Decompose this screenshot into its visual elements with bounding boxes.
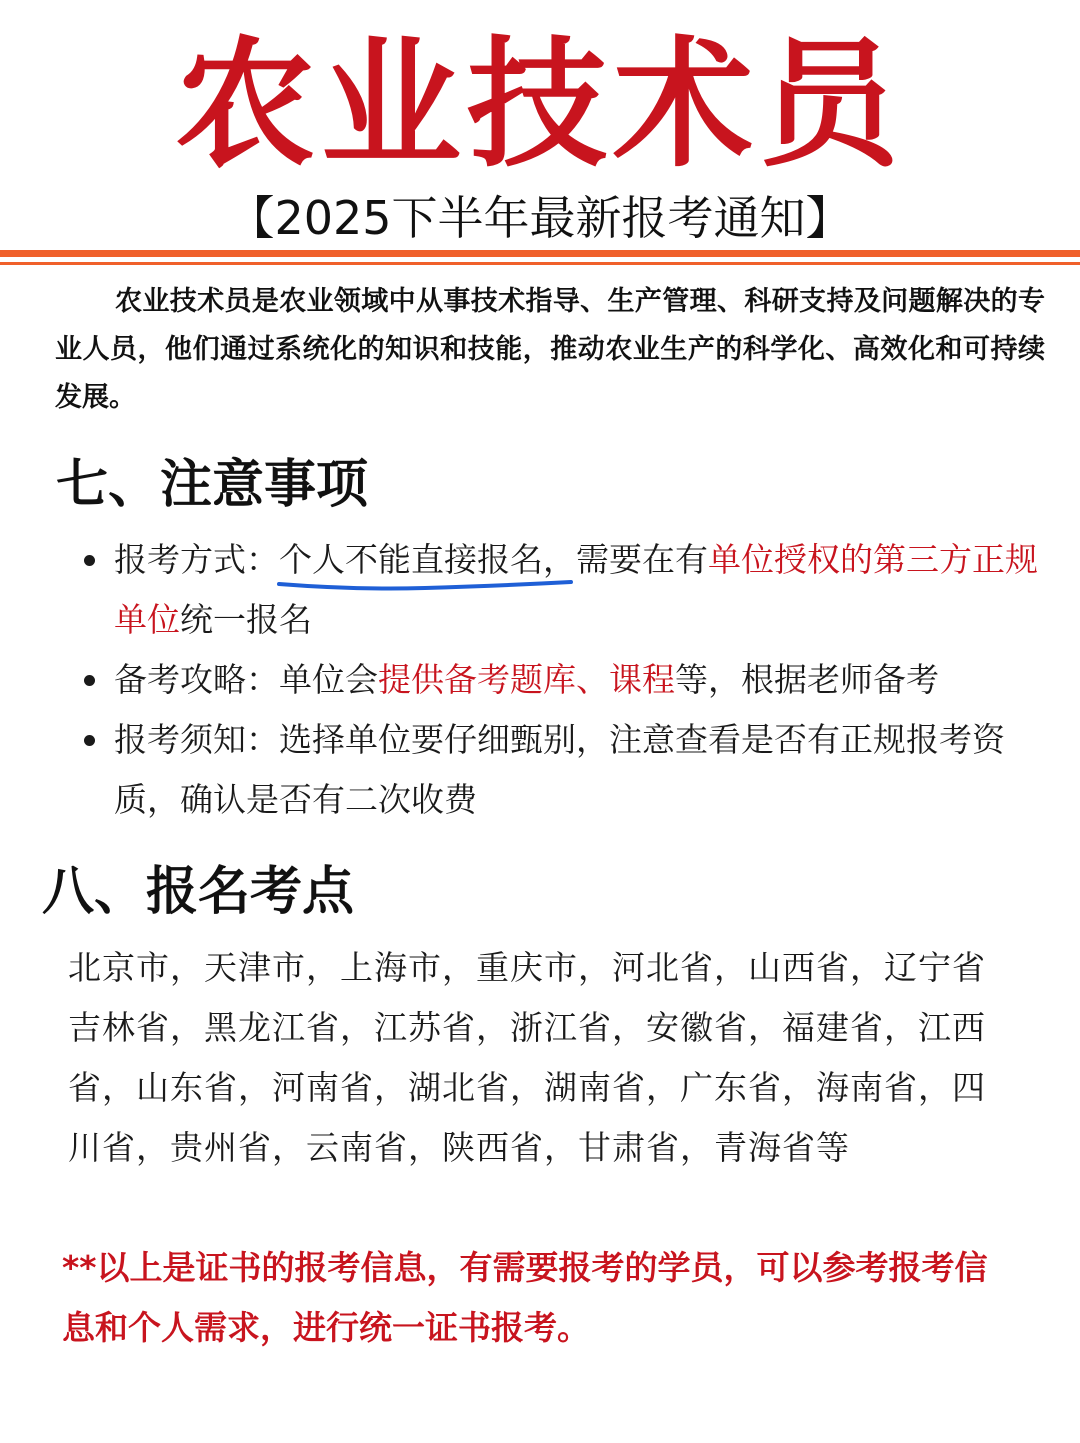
- page-title: 农业技术员: [174, 24, 905, 187]
- footnote-text: **以上是证书的报考信息，有需要报考的学员，可以参考报考信息和个人需求，进行统一证书报考。: [62, 1248, 988, 1347]
- note-label: 备考攻略：: [114, 660, 279, 699]
- note-text: 单位会: [279, 660, 378, 699]
- header-divider-thick: [0, 250, 1080, 257]
- bullet-dot-icon: [84, 555, 95, 566]
- hand-drawn-underline-icon: [275, 578, 575, 592]
- list-item: [80, 650, 1055, 710]
- section-heading-notes: 七、注意事项: [56, 455, 369, 515]
- underlined-text: [279, 530, 543, 590]
- notes-list: [80, 530, 1055, 830]
- list-item: [80, 710, 1055, 830]
- note-text: ，需要在有: [543, 540, 708, 579]
- note-text-end: 统一报名: [180, 600, 312, 639]
- intro-paragraph: 农业技术员是农业领域中从事技术指导、生产管理、科研支持及问题解决的专业人员，他们通过系统化的知识和技能，推动农业生产的科学化、高效化和可持续发展。: [55, 286, 1045, 413]
- note-label: 报考方式：: [114, 540, 279, 579]
- header-divider-thin: [0, 262, 1080, 265]
- exam-locations-text: 北京市，天津市，上海市，重庆市，河北省，山西省，辽宁省吉林省，黑龙江省，江苏省，浙江省，安徽省，福建省，江西省，山东省，河南省，湖北省，湖南省，广东省，海南省，四川省，贵州省，云南省，陕西省，甘肃省，青海省等: [68, 948, 986, 1167]
- note-label: 报考须知：: [114, 720, 279, 759]
- underlined-text-content: 个人不能直接报名: [279, 540, 543, 579]
- note-text: 选择单位要仔细甄别，注意查看是否有正规报考资质，确认是否有二次收费: [114, 720, 1005, 819]
- page-subtitle: 【2025下半年最新报考通知】: [228, 191, 852, 245]
- section-heading-locations: 八、报名考点: [42, 862, 355, 922]
- note-text-end: 等，根据老师备考: [675, 660, 939, 699]
- note-highlight: 提供备考题库、课程: [378, 660, 675, 699]
- note-highlight: 单位授权的第三方正规单位: [114, 540, 1038, 639]
- list-item: [80, 530, 1055, 650]
- bullet-dot-icon: [84, 675, 95, 686]
- bullet-dot-icon: [84, 735, 95, 746]
